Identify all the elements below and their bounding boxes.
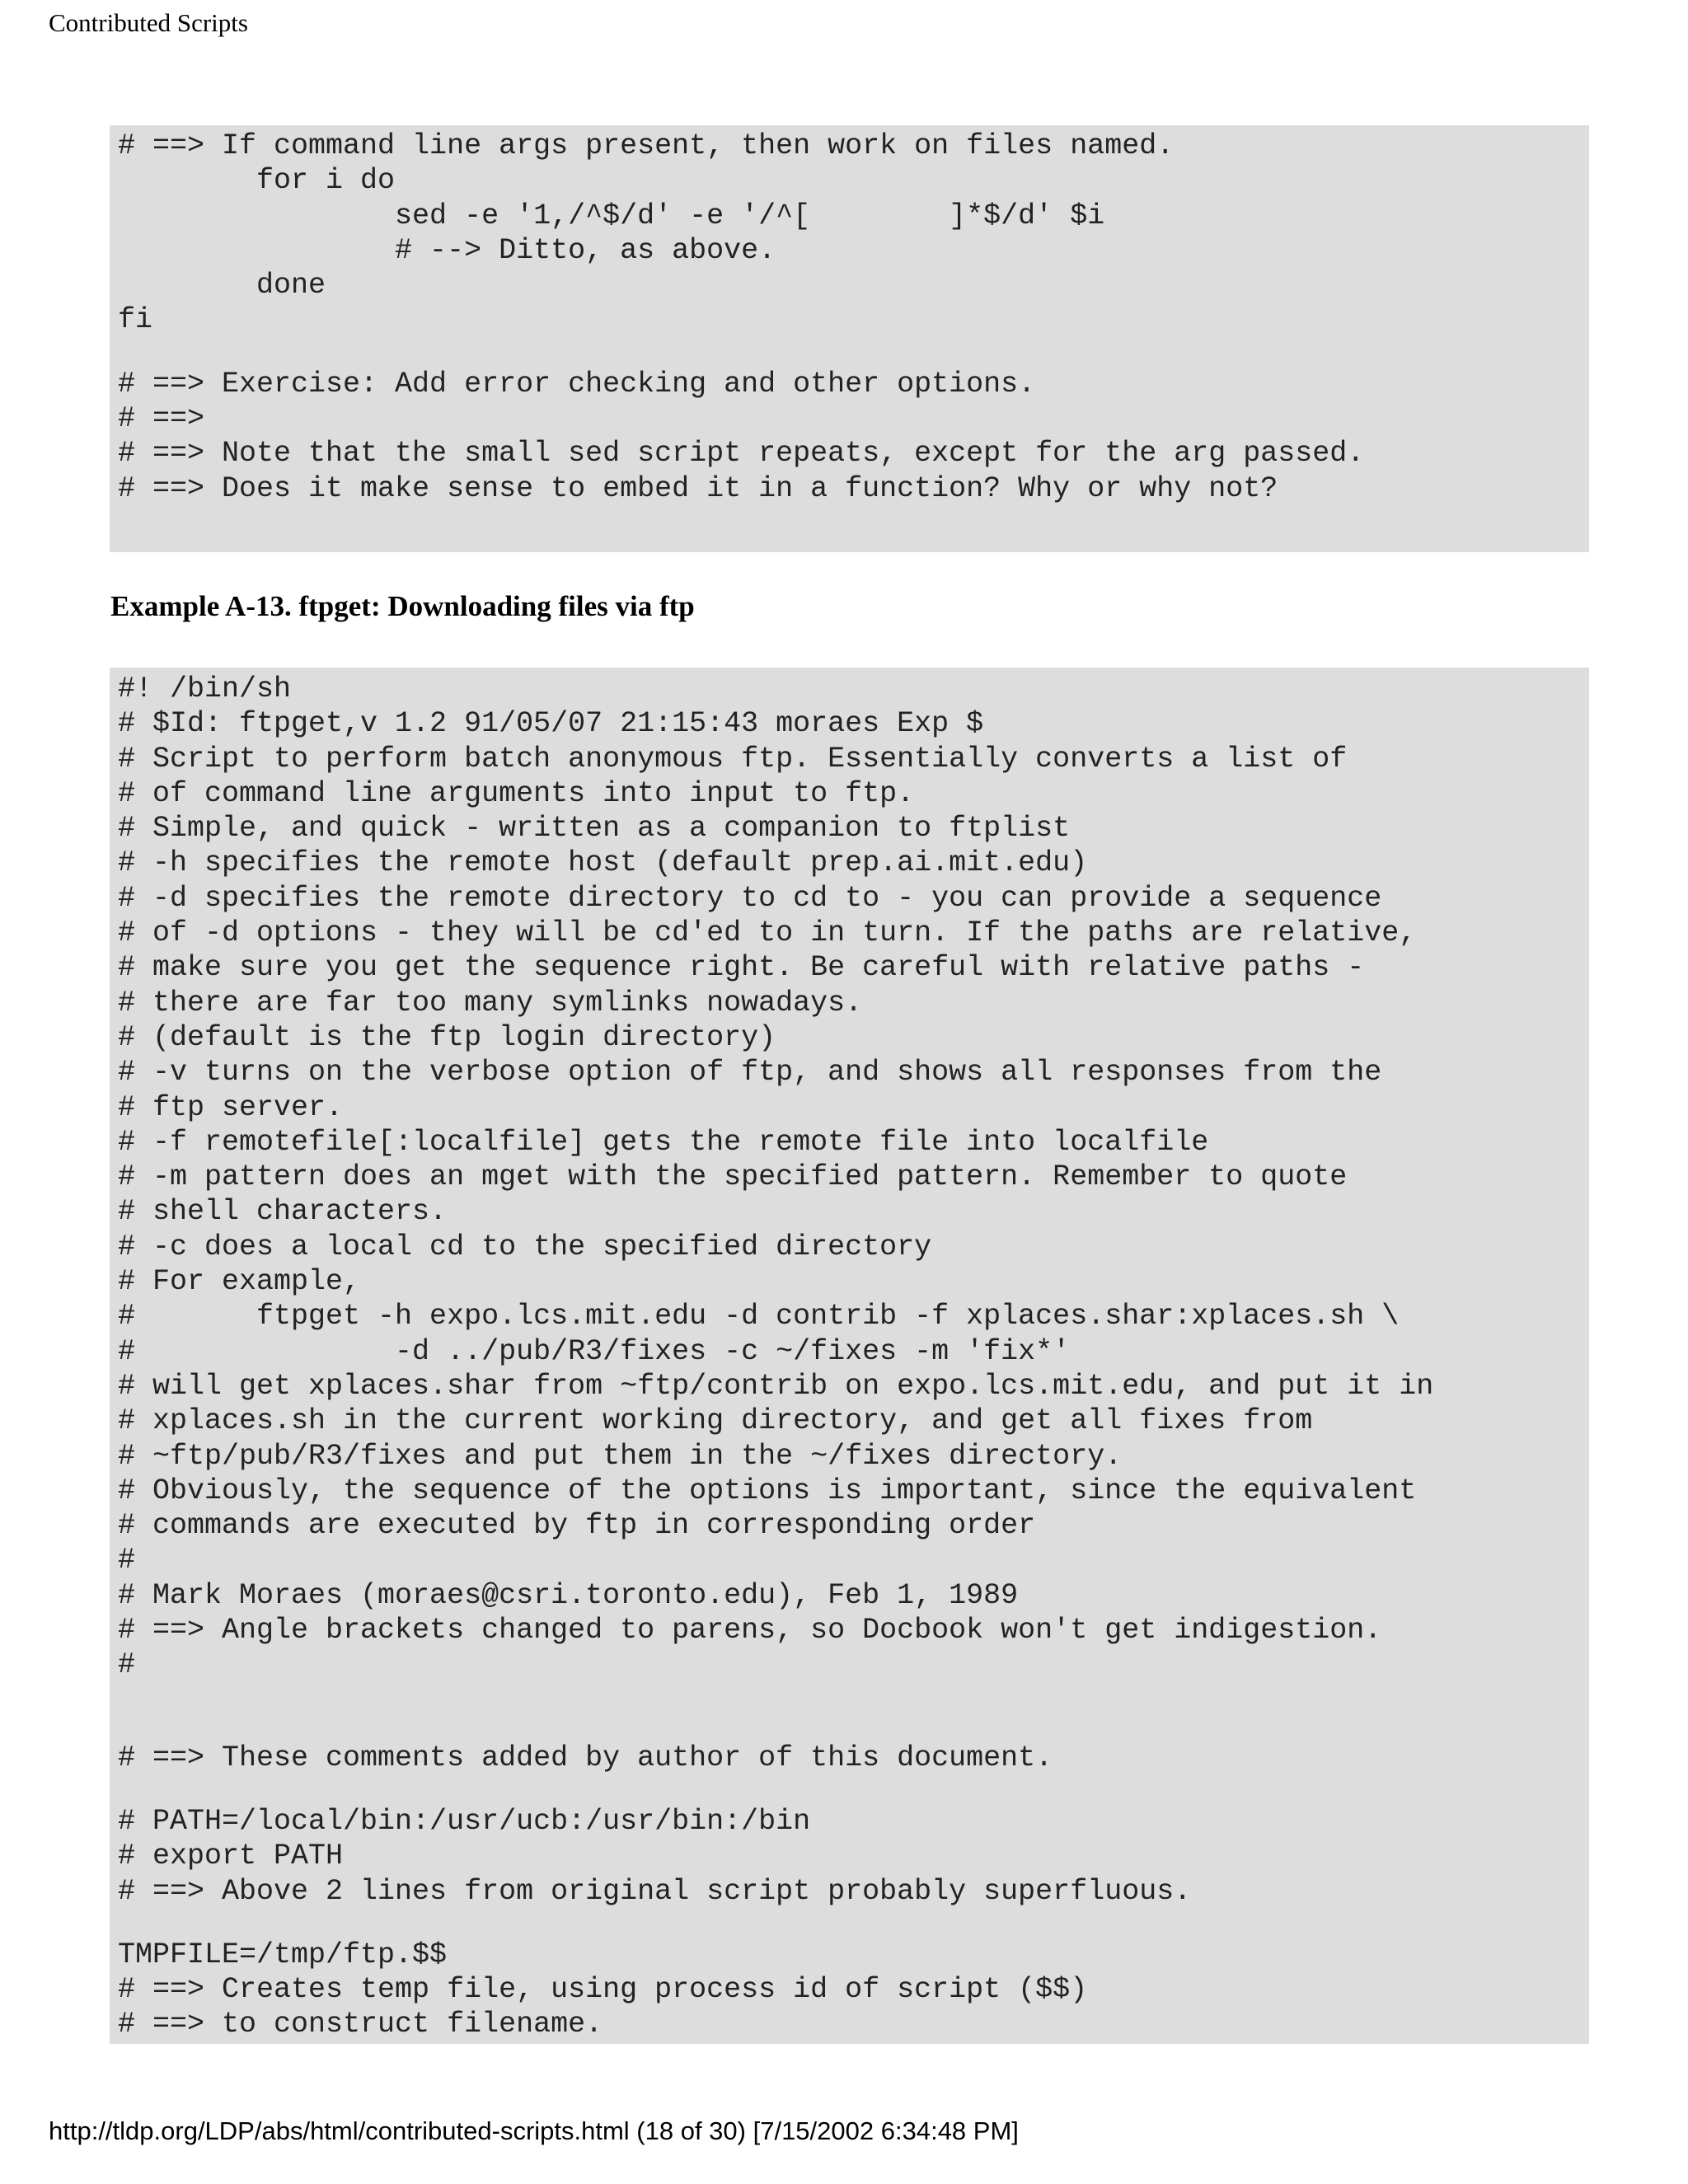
- code-line: # -d specifies the remote directory to cd to - you can provide a sequence: [118, 881, 1382, 915]
- code-line: # -f remotefile[:localfile] gets the remote file into localfile: [118, 1125, 1209, 1159]
- code-line: # Script to perform batch anonymous ftp. Essentially converts a list of: [118, 742, 1348, 776]
- code-line: #: [118, 1544, 136, 1577]
- code-line: # --> Ditto, as above.: [118, 233, 776, 267]
- page-footer-url: http://tldp.org/LDP/abs/html/contributed-scripts.html (18 of 30) [7/15/2002 6:34:48 PM]: [49, 2116, 1019, 2145]
- code-line: # commands are executed by ftp in corresponding order: [118, 1509, 1036, 1543]
- code-line: # -d ../pub/R3/fixes -c ~/fixes -m 'fix*': [118, 1334, 1071, 1368]
- code-line: # ==> Exercise: Add error checking and other options.: [118, 367, 1036, 401]
- example-title: Example A-13. ftpget: Downloading files via ftp: [110, 590, 695, 622]
- code-line: # will get xplaces.shar from ~ftp/contrib on expo.lcs.mit.edu, and put it in: [118, 1369, 1434, 1403]
- code-line: #! /bin/sh: [118, 673, 292, 705]
- code-line: [118, 1683, 1589, 1712]
- code-line: # ==>: [118, 402, 205, 436]
- page-header: Contributed Scripts: [49, 8, 248, 37]
- code-line: # Mark Moraes (moraes@csri.toronto.edu), Feb 1, 1989: [118, 1578, 1019, 1612]
- code-line: for i do: [118, 164, 396, 198]
- code-line: fi: [118, 303, 153, 337]
- code-line: # Simple, and quick - written as a companion to ftplist: [118, 812, 1071, 846]
- code-line: # For example,: [118, 1265, 361, 1299]
- code-line: # shell characters.: [118, 1195, 448, 1229]
- code-line: sed -e '1,/^$/d' -e '/^[ ]*$/d' $i: [118, 199, 1105, 232]
- code-line: [118, 1712, 1589, 1741]
- code-line: # ==> Note that the small sed script repeats, except for the arg passed.: [118, 437, 1365, 471]
- code-line: # ftpget -h expo.lcs.mit.edu -d contrib -f xplaces.shar:xplaces.sh \: [118, 1300, 1400, 1333]
- code-line: TMPFILE=/tmp/ftp.$$: [118, 1938, 448, 1971]
- code-line: # of -d options - they will be cd'ed to in turn. If the paths are relative,: [118, 916, 1417, 950]
- code-line: # -h specifies the remote host (default prep.ai.mit.edu): [118, 846, 1088, 880]
- code-line: # -c does a local cd to the specified directory: [118, 1230, 932, 1263]
- code-line: # ==> to construct filename.: [118, 2008, 603, 2041]
- code-line: # Obviously, the sequence of the options is important, since the equivalent: [118, 1474, 1417, 1507]
- code-block-continuation: [110, 125, 1589, 552]
- code-line: # there are far too many symlinks nowadays.: [118, 986, 863, 1019]
- code-line: # make sure you get the sequence right. Be careful with relative paths -: [118, 951, 1365, 985]
- code-line: done: [118, 269, 326, 302]
- code-line: # ==> These comments added by author of this document.: [118, 1741, 1053, 1774]
- code-line: # $Id: ftpget,v 1.2 91/05/07 21:15:43 moraes Exp $: [118, 707, 984, 741]
- code-line: # -v turns on the verbose option of ftp, and shows all responses from the: [118, 1056, 1382, 1090]
- code-line: # ==> If command line args present, then work on files named.: [118, 129, 1175, 162]
- code-line: [118, 1909, 1589, 1938]
- code-line: # ==> Above 2 lines from original script probably superfluous.: [118, 1874, 1192, 1908]
- code-line: [118, 1775, 1589, 1804]
- code-line: #: [118, 1648, 136, 1682]
- code-line: # ~ftp/pub/R3/fixes and put them in the ~/fixes directory.: [118, 1439, 1123, 1473]
- code-line: [118, 338, 1589, 367]
- code-line: # -m pattern does an mget with the specified pattern. Remember to quote: [118, 1160, 1348, 1194]
- code-block-ftpget: [110, 668, 1589, 2044]
- code-line: # ftp server.: [118, 1090, 344, 1124]
- code-line: # ==> Creates temp file, using process id of script ($$): [118, 1973, 1088, 2007]
- code-line: # xplaces.sh in the current working directory, and get all fixes from: [118, 1404, 1313, 1438]
- code-line: # of command line arguments into input to ftp.: [118, 776, 915, 810]
- code-line: # PATH=/local/bin:/usr/ucb:/usr/bin:/bin: [118, 1804, 811, 1838]
- code-line: # export PATH: [118, 1840, 344, 1873]
- code-line: # (default is the ftp login directory): [118, 1020, 776, 1054]
- code-line: # ==> Does it make sense to embed it in a function? Why or why not?: [118, 471, 1278, 505]
- code-line: # ==> Angle brackets changed to parens, so Docbook won't get indigestion.: [118, 1614, 1382, 1647]
